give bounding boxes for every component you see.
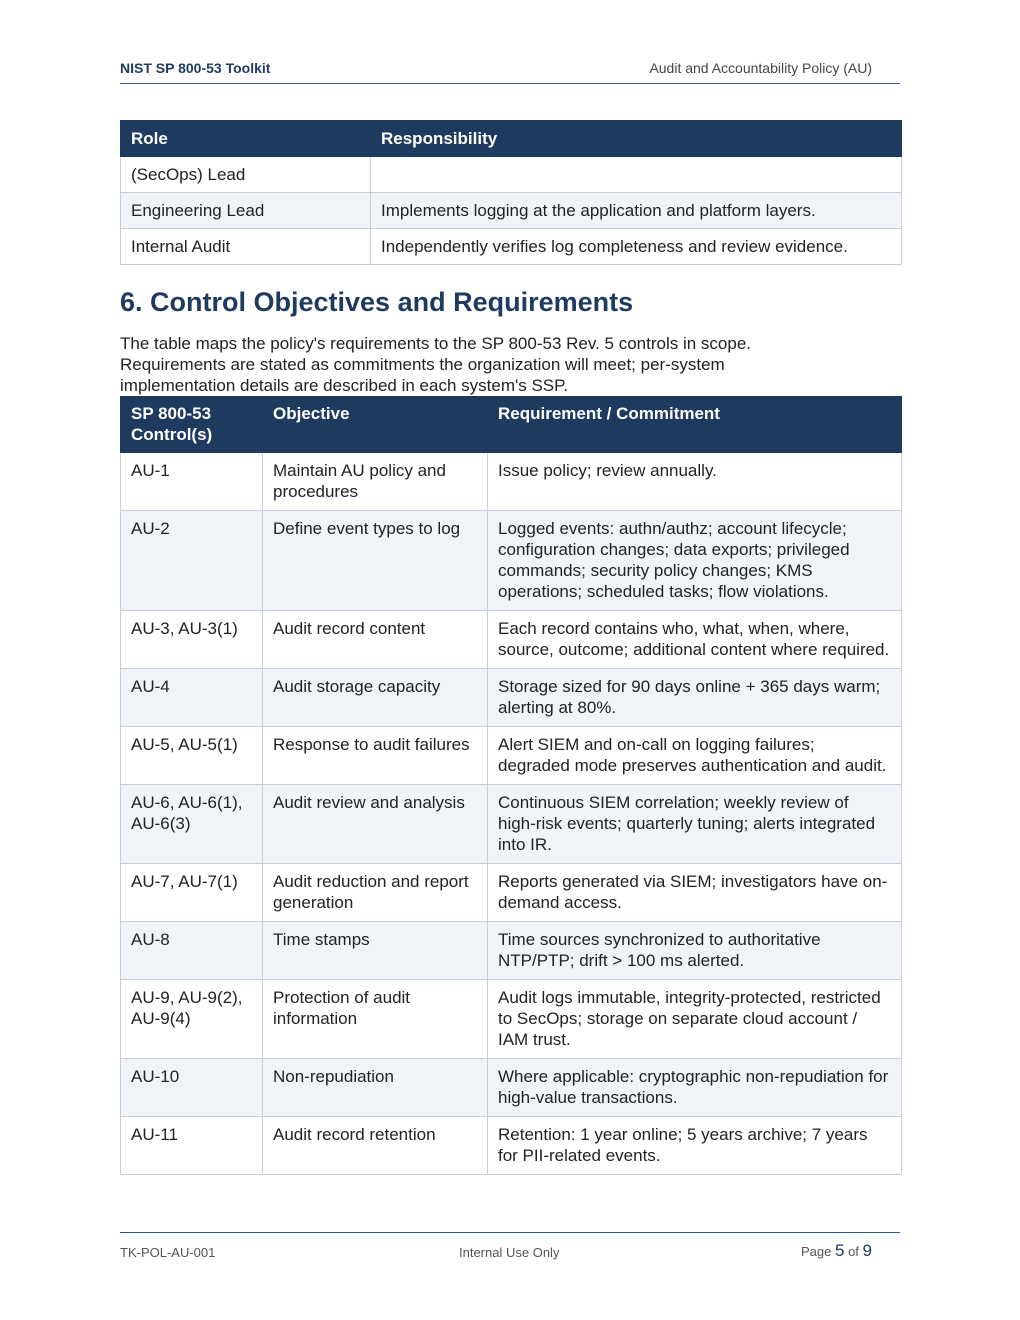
table-row — [121, 864, 902, 922]
table-row — [121, 980, 902, 1059]
objective-cell: Response to audit failures — [263, 727, 488, 785]
control-cell: AU-3, AU-3(1) — [121, 611, 263, 669]
table-row — [121, 922, 902, 980]
objective-cell: Audit record content — [263, 611, 488, 669]
responsibility-cell: Independently verifies log completeness and review evidence. — [371, 229, 902, 265]
objective-cell: Time stamps — [263, 922, 488, 980]
control-cell: AU-1 — [121, 453, 263, 511]
control-cell: AU-4 — [121, 669, 263, 727]
table-row — [121, 511, 902, 611]
requirement-cell: Reports generated via SIEM; investigators have on-demand access. — [488, 864, 902, 922]
control-cell: AU-11 — [121, 1117, 263, 1175]
section-heading: 6. Control Objectives and Requirements — [120, 287, 634, 317]
requirement-cell: Time sources synchronized to authoritative NTP/PTP; drift > 100 ms alerted. — [488, 922, 902, 980]
table-row — [121, 229, 902, 265]
table-row — [121, 157, 902, 193]
control-cell: AU-9, AU-9(2), AU-9(4) — [121, 980, 263, 1059]
control-cell: AU-7, AU-7(1) — [121, 864, 263, 922]
objective-cell: Audit review and analysis — [263, 785, 488, 864]
document-id: TK-POL-AU-001 — [120, 1245, 216, 1260]
column-header-responsibility: Responsibility — [371, 121, 902, 157]
column-header-requirement: Requirement / Commitment — [488, 397, 902, 453]
table-row — [121, 453, 902, 511]
toolkit-title: NIST SP 800-53 Toolkit — [120, 60, 271, 76]
role-cell: Engineering Lead — [121, 193, 371, 229]
table-row — [121, 669, 902, 727]
control-cell: AU-6, AU-6(1), AU-6(3) — [121, 785, 263, 864]
intro-line: Requirements are stated as commitments the organization will meet; per-system — [120, 355, 725, 374]
page-number: 5 — [834, 1241, 845, 1260]
objective-cell: Audit reduction and report generation — [263, 864, 488, 922]
table-row — [121, 193, 902, 229]
policy-title: Audit and Accountability Policy (AU) — [649, 60, 872, 76]
control-objectives-table — [120, 396, 902, 1175]
role-cell: Internal Audit — [121, 229, 371, 265]
of-label: of — [848, 1244, 859, 1259]
table-row — [121, 1059, 902, 1117]
page-label: Page — [800, 1244, 832, 1259]
objective-cell: Non-repudiation — [263, 1059, 488, 1117]
requirement-cell: Where applicable: cryptographic non-repudiation for high-value transactions. — [488, 1059, 902, 1117]
responsibility-cell: Implements logging at the application and platform layers. — [371, 193, 902, 229]
requirement-cell: Audit logs immutable, integrity-protected, restricted to SecOps; storage on separate cloud account / IAM trust. — [488, 980, 902, 1059]
objective-cell: Maintain AU policy and procedures — [263, 453, 488, 511]
table-header-row — [121, 121, 902, 157]
requirement-cell: Storage sized for 90 days online + 365 days warm; alerting at 80%. — [488, 669, 902, 727]
table-row — [121, 727, 902, 785]
requirement-cell: Continuous SIEM correlation; weekly review of high-risk events; quarterly tuning; alerts integrated into IR. — [488, 785, 902, 864]
roles-table — [120, 120, 902, 265]
requirement-cell: Retention: 1 year online; 5 years archive; 7 years for PII-related events. — [488, 1117, 902, 1175]
responsibility-cell — [371, 157, 902, 193]
page-total: 9 — [862, 1241, 872, 1260]
column-header-controls: SP 800-53 Control(s) — [121, 397, 263, 453]
requirement-cell: Issue policy; review annually. — [488, 453, 902, 511]
objective-cell: Audit storage capacity — [263, 669, 488, 727]
requirement-cell: Each record contains who, what, when, where, source, outcome; additional content where required. — [488, 611, 902, 669]
control-cell: AU-10 — [121, 1059, 263, 1117]
classification-label: Internal Use Only — [459, 1245, 560, 1260]
role-cell: (SecOps) Lead — [121, 157, 371, 193]
control-cell: AU-2 — [121, 511, 263, 611]
table-row — [121, 611, 902, 669]
objective-cell: Audit record retention — [263, 1117, 488, 1175]
control-cell: AU-8 — [121, 922, 263, 980]
page-header — [120, 58, 900, 84]
requirement-cell: Logged events: authn/authz; account lifecycle; configuration changes; data exports; privileged commands; security policy changes; KMS operations; scheduled tasks; flow violations. — [488, 511, 902, 611]
table-row — [121, 1117, 902, 1175]
control-cell: AU-5, AU-5(1) — [121, 727, 263, 785]
section-intro — [120, 333, 820, 396]
page-indicator — [801, 1241, 872, 1261]
intro-line: implementation details are described in each system's SSP. — [120, 376, 568, 395]
intro-line: The table maps the policy's requirements to the SP 800-53 Rev. 5 controls in scope. — [120, 334, 752, 353]
table-header-row — [121, 397, 902, 453]
column-header-objective: Objective — [263, 397, 488, 453]
table-row — [121, 785, 902, 864]
objective-cell: Protection of audit information — [263, 980, 488, 1059]
page-footer — [120, 1232, 900, 1262]
objective-cell: Define event types to log — [263, 511, 488, 611]
requirement-cell: Alert SIEM and on-call on logging failures; degraded mode preserves authentication and audit. — [488, 727, 902, 785]
column-header-role: Role — [121, 121, 371, 157]
